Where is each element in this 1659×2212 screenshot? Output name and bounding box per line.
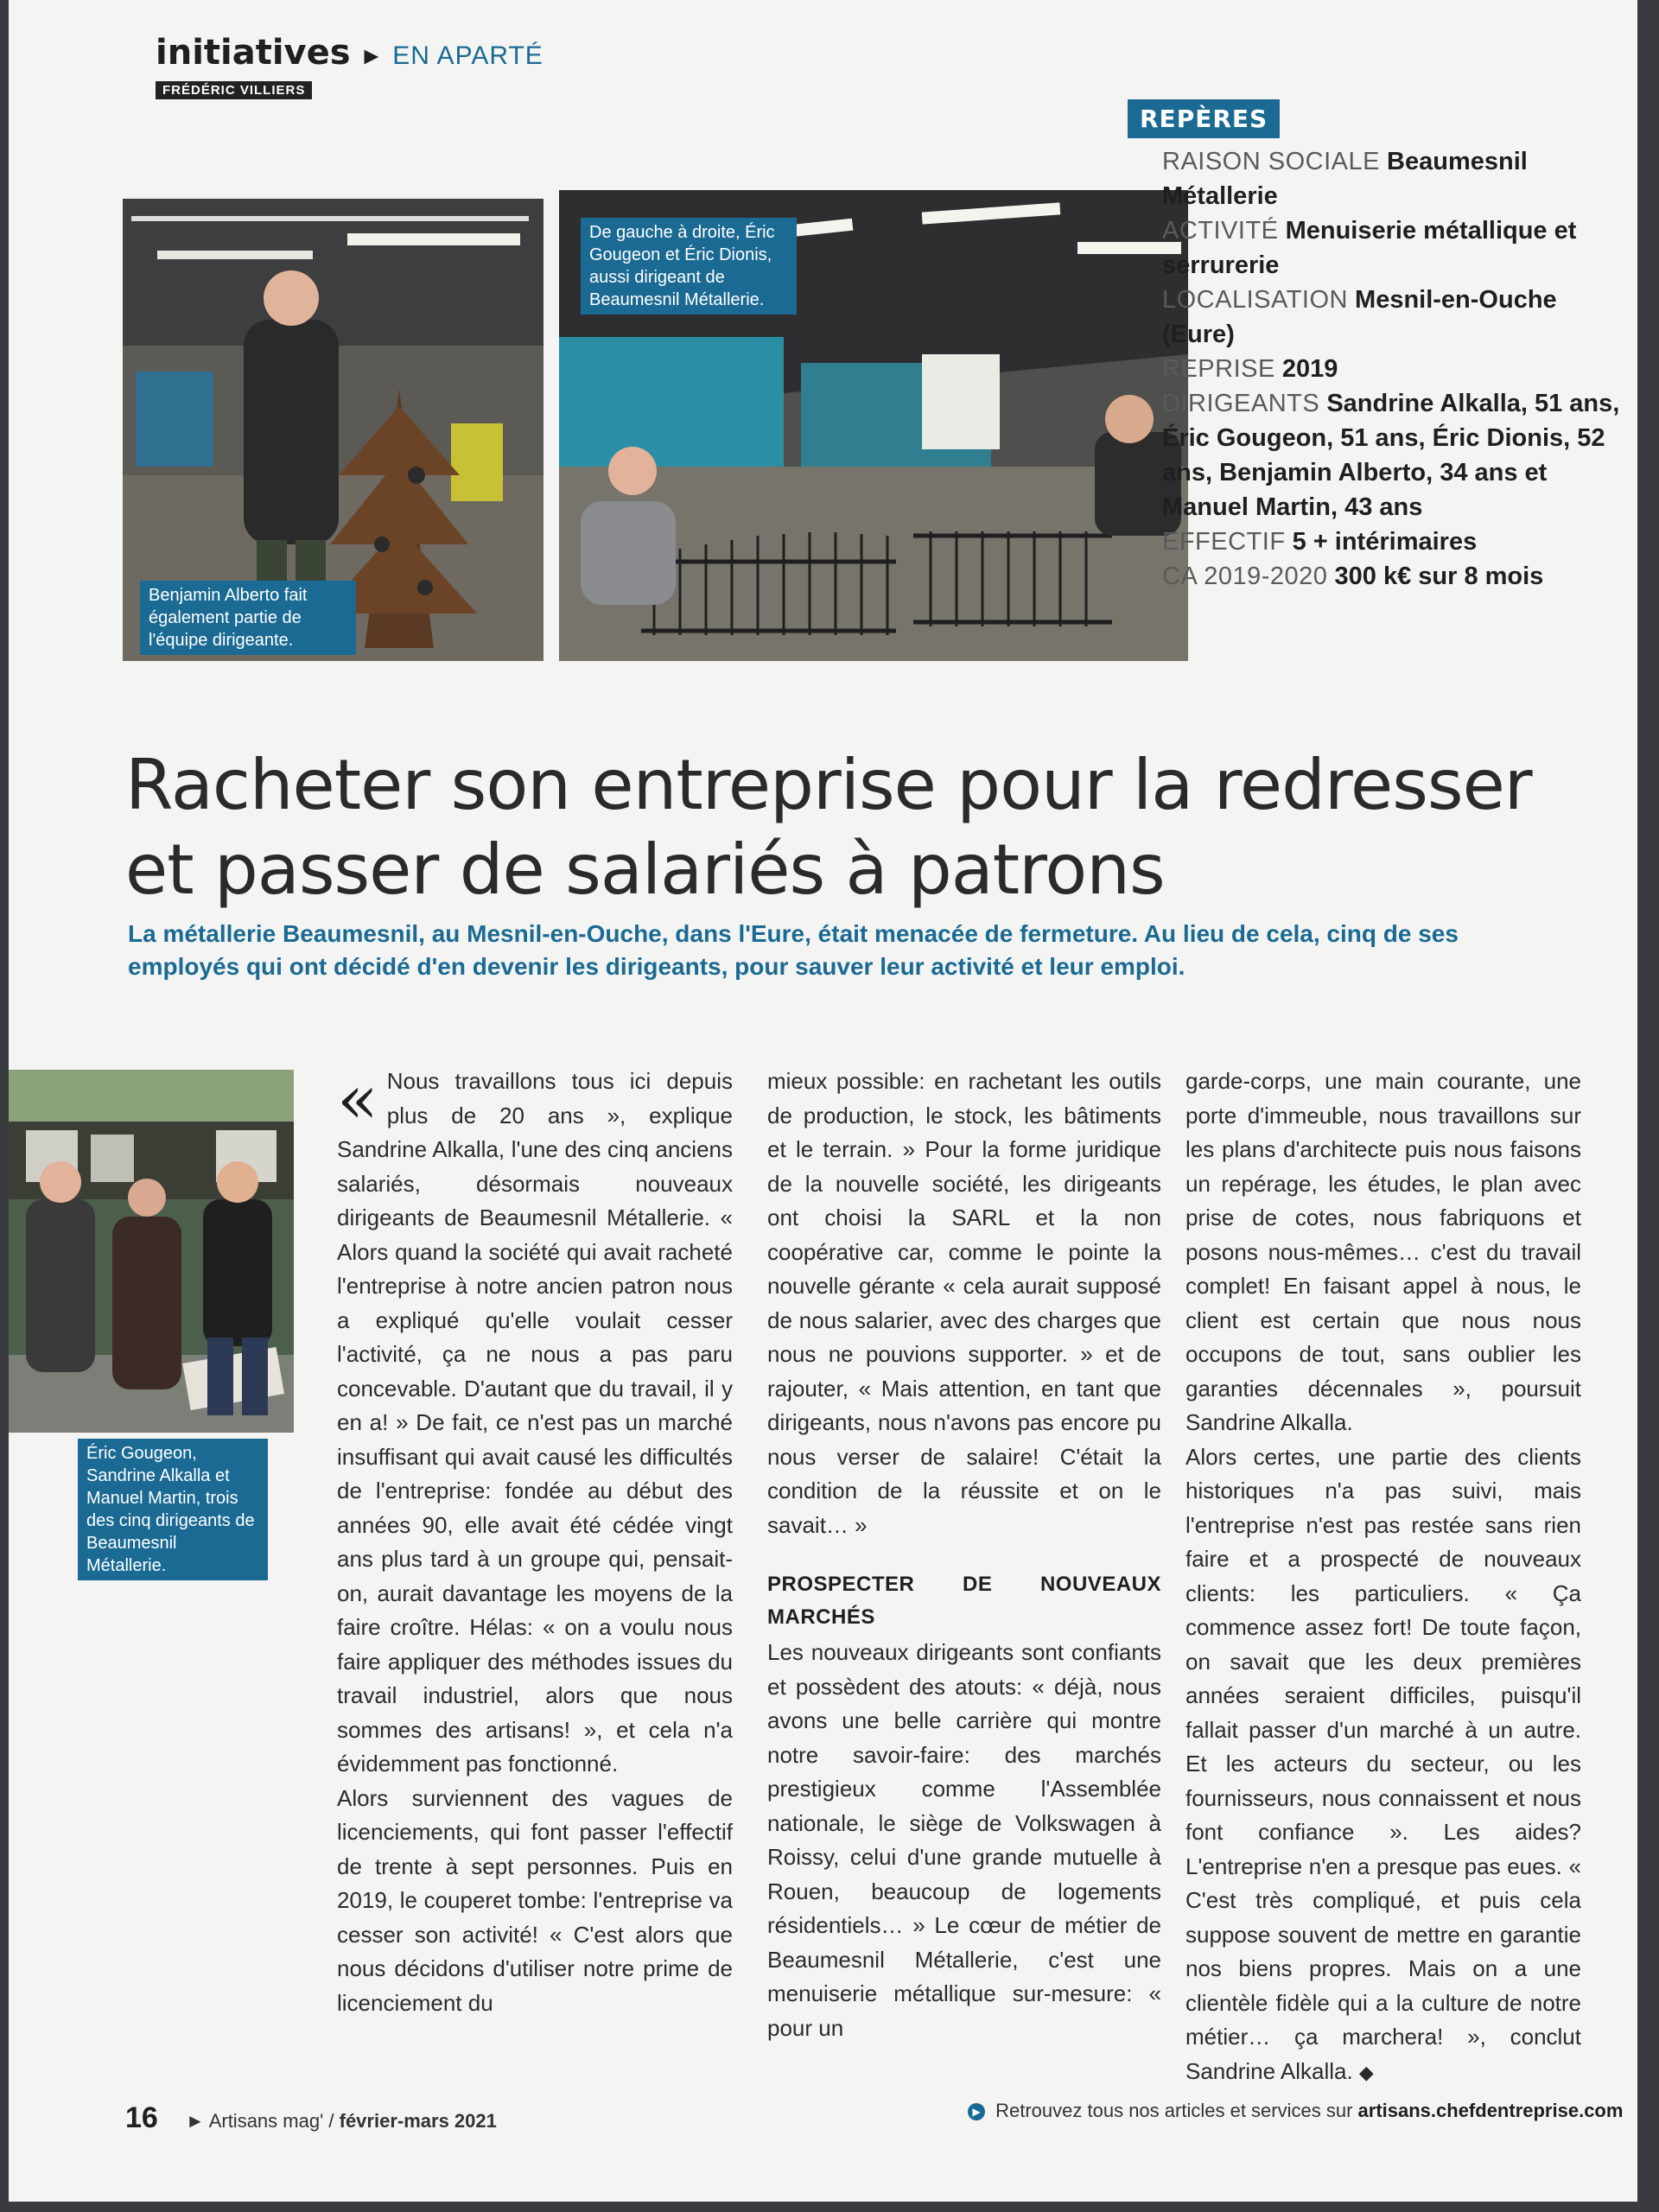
magazine-name: Artisans mag' <box>208 2110 324 2132</box>
fact-label: CA 2019-2020 <box>1162 563 1328 590</box>
website-promo <box>968 2100 1623 2122</box>
arrow-icon: ► <box>359 42 384 69</box>
article-column-1 <box>337 1061 733 2020</box>
key-fact <box>1162 524 1629 559</box>
paragraph: Les nouveaux dirigeants sont confiants et possèdent des atouts: « déjà, nous avons une belle carrière qui montre notre savoir-faire: des marchés prestigieux comme l'Assemblée nationale, le siège de Volkswagen à Roissy, celui d'une grande mutuelle à Rouen, beaucoup de logements résidentiels… » Le cœur de métier de Beaumesnil Métallerie, c'est une menuiserie métallique sur-mesure: « pour un <box>767 1639 1161 2041</box>
article-lede: La métallerie Beaumesnil, au Mesnil-en-Ouche, dans l'Eure, était menacée de fermeture. Au lieu de cela, cinq de ses employés qui ont décidé d'en devenir les dirigeants, pour sauver leur activité et leur emploi. <box>128 920 1459 980</box>
website-link[interactable]: artisans.chefdentreprise.com <box>1357 2100 1624 2121</box>
paragraph: Nous travaillons tous ici depuis plus de 20 ans », explique Sandrine Alkalla, l'une des cinq anciens salariés, désormais nouveaux dirigeants de Beaumesnil Métallerie. « Alors quand la société qui avait racheté l'entreprise à notre ancien patron nous a expliqué qu'elle voulait cesser l'activité, ça ne nous a pas paru concevable. D'autant que du travail, il y en a! » De fait, ce n'est pas un marché insuffisant qui avait causé les difficultés de l'entreprise: fondée au début des années 90, elle avait été cédée vingt ans plus tard à un groupe qui, pensait-on, aurait davantage les moyens de la faire croître. Hélas: « on a voulu nous faire appliquer des méthodes issues du travail industriel, alors que nous sommes des artisans! », et cela n'a évidemment pas fonctionné. <box>337 1068 733 1777</box>
fact-label: ACTIVITÉ <box>1162 217 1279 245</box>
article-title: Racheter son entreprise pour la redresser et passer de salariés à patrons <box>125 745 1532 910</box>
opening-quote-mark: « <box>337 1061 378 1139</box>
key-fact <box>1162 352 1629 386</box>
magazine-page <box>9 0 1637 2202</box>
paragraph-text: Alors certes, une partie des clients historiques n'a pas suivi, mais l'entreprise n'est pas restée sans rien faire et a prospecté de nouveaux clients: les particuliers. « Ça commence assez fort! De toute façon, on savait que les deux premières années seraient difficiles, puisqu'il fallait passer d'un marché à un autre. Et les acteurs du secteur, ou les fournisseurs, nous connaissent et nous font confiance ». Les aides? L'entreprise n'en a presque pas eues. « C'est très compliqué, et puis cela suppose souvent de mettre en garantie nos biens propres. Mais on a une clientèle fidèle qui a la culture de notre métier… ça marchera! », conclut Sandrine Alkalla. <box>1185 1443 1581 2084</box>
key-fact <box>1162 559 1629 594</box>
fact-label: DIRIGEANTS <box>1162 390 1320 417</box>
fact-value: 5 + intérimaires <box>1292 528 1478 556</box>
key-facts-title: REPÈRES <box>1128 99 1280 138</box>
fact-value: Menuiserie métallique et serrurerie <box>1162 217 1577 279</box>
section-header <box>156 33 543 73</box>
issue-date: février-mars 2021 <box>339 2110 497 2132</box>
key-fact <box>1162 283 1629 352</box>
fact-value: 2019 <box>1281 355 1338 383</box>
section-subheading: PROSPECTER DE NOUVEAUX MARCHÉS <box>767 1573 1161 1629</box>
fact-value: Sandrine Alkalla, 51 ans, Éric Gougeon, 51 ans, Éric Dionis, 52 ans, Benjamin Alberto, 34 ans et Manuel Martin, 43 ans <box>1162 390 1620 521</box>
end-of-article-mark: ◆ <box>1358 2061 1374 2083</box>
photo-caption: Benjamin Alberto fait également partie de l'équipe dirigeante. <box>140 581 356 655</box>
article-column-3 <box>1185 1065 1581 2089</box>
section-title: initiatives <box>156 33 351 73</box>
photo-three-managers <box>9 1070 294 1433</box>
paragraph: Alors surviennent des vagues de licenciements, qui font passer l'effectif de trente à sept personnes. Puis en 2019, le couperet tombe: l'entreprise va cesser son activité! « C'est alors que nous décidons d'utiliser notre prime de licenciement du <box>337 1784 733 2016</box>
subsection-title: EN APARTÉ <box>392 41 543 70</box>
paragraph: garde-corps, une main courante, une porte d'immeuble, nous travaillons sur les plans d'architecte puis nous faisons un repérage, les études, le plan avec prise de cotes, nous fabriquons et posons nous-mêmes… c'est du travail complet! En faisant appel à nous, le client est certain que nous nous occupons de tout, sans oublier les garanties décennales », poursuit Sandrine Alkalla. <box>1185 1068 1581 1435</box>
photo-caption: Éric Gougeon, Sandrine Alkalla et Manuel Martin, trois des cinq dirigeants de Beaumesnil Métallerie. <box>78 1439 268 1580</box>
promo-text: Retrouvez tous nos articles et services sur <box>995 2100 1353 2121</box>
fact-value: Mesnil-en-Ouche (Eure) <box>1162 286 1557 348</box>
fact-value: 300 k€ sur 8 mois <box>1334 563 1544 590</box>
fact-label: LOCALISATION <box>1162 286 1348 314</box>
fact-value: Beaumesnil Métallerie <box>1162 148 1528 210</box>
key-fact <box>1162 144 1629 213</box>
article-column-2 <box>767 1065 1161 2045</box>
fact-label: REPRISE <box>1162 355 1275 383</box>
key-fact <box>1162 386 1629 524</box>
author-byline: FRÉDÉRIC VILLIERS <box>156 81 312 99</box>
play-arrow-icon: ▶ <box>968 2103 985 2120</box>
magazine-info: ► Artisans mag' / février-mars 2021 <box>186 2110 497 2132</box>
fact-label: EFFECTIF <box>1162 528 1286 556</box>
paragraph: mieux possible: en rachetant les outils de production, le stock, les bâtiments et le terrain. » Pour la forme juridique de la nouvelle société, les dirigeants ont choisi la SARL et la non coopérative car, comme le pointe la nouvelle gérante « cela aurait supposé de nous salarier, avec des charges que nous ne pouvions supporter. » et de rajouter, « Mais attention, en tant que dirigeants, nous n'avons pas encore pu nous verser de salaire! C'était la condition de la réussite et on le savait… » <box>767 1068 1161 1538</box>
key-fact <box>1162 213 1629 283</box>
photo-caption: De gauche à droite, Éric Gougeon et Éric Dionis, aussi dirigeant de Beaumesnil Métallerie. <box>581 218 797 315</box>
paragraph <box>1185 1440 1581 2090</box>
fact-label: RAISON SOCIALE <box>1162 148 1380 175</box>
key-facts-list <box>1162 144 1629 594</box>
arrow-icon: ► <box>186 2110 205 2132</box>
page-number: 16 <box>125 2101 158 2134</box>
